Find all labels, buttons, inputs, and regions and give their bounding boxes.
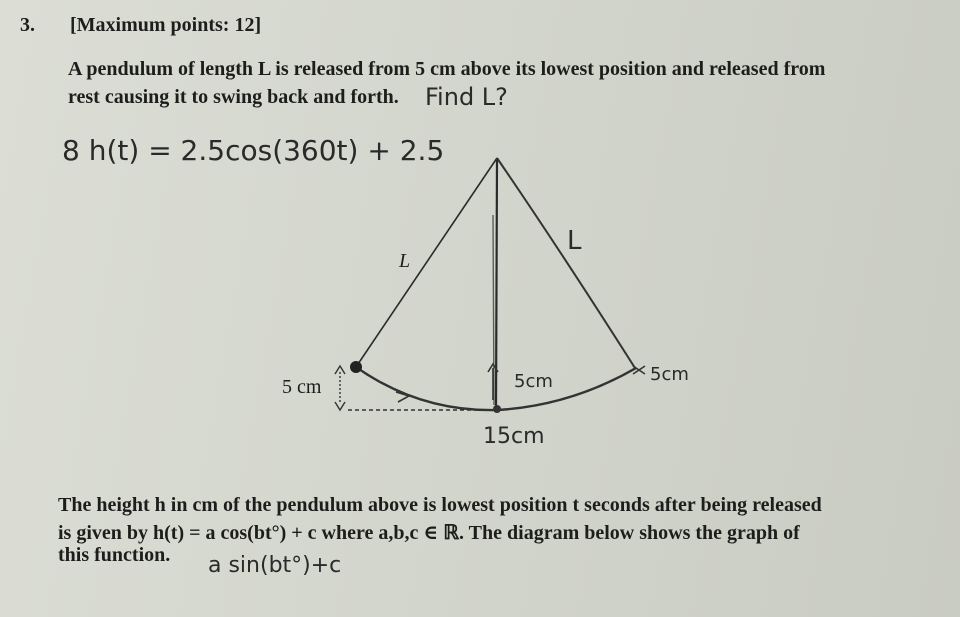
question-number: 3. xyxy=(20,14,35,36)
pendulum-right-string xyxy=(497,158,635,368)
label-length-L: L xyxy=(399,250,411,272)
max-points: [Maximum points: 12] xyxy=(70,14,262,36)
pendulum-bob xyxy=(350,361,362,373)
handwritten-mid-5cm: 5cm xyxy=(514,371,553,392)
question-text-line: is given by h(t) = a cos(bt°) + c where a,b,c ∈ ℝ. The diagram below shows the graph of xyxy=(58,522,800,544)
lowest-point-dot xyxy=(493,405,501,413)
handwritten-find-note: Find L? xyxy=(425,83,508,111)
question-text-line: rest causing it to swing back and forth. xyxy=(68,86,399,108)
handwritten-right-5cm: 5cm xyxy=(650,364,689,385)
question-text-line: A pendulum of length L is released from 5 cm above its lowest position and released from xyxy=(68,58,826,80)
pendulum-left-string xyxy=(356,158,497,367)
handwritten-15cm: 15cm xyxy=(483,424,545,449)
question-text-line: this function. xyxy=(58,544,171,566)
down-arrow-icon xyxy=(335,402,345,410)
pendulum-center-line xyxy=(496,160,497,410)
handwritten-sine-note: a sin(bt°)+c xyxy=(208,553,342,578)
handwritten-right-L: L xyxy=(567,226,582,256)
question-text-line: The height h in cm of the pendulum above is lowest position t seconds after being released xyxy=(58,494,822,516)
handwritten-equation: 8 h(t) = 2.5cos(360t) + 2.5 xyxy=(62,134,445,167)
label-5cm: 5 cm xyxy=(282,376,322,398)
